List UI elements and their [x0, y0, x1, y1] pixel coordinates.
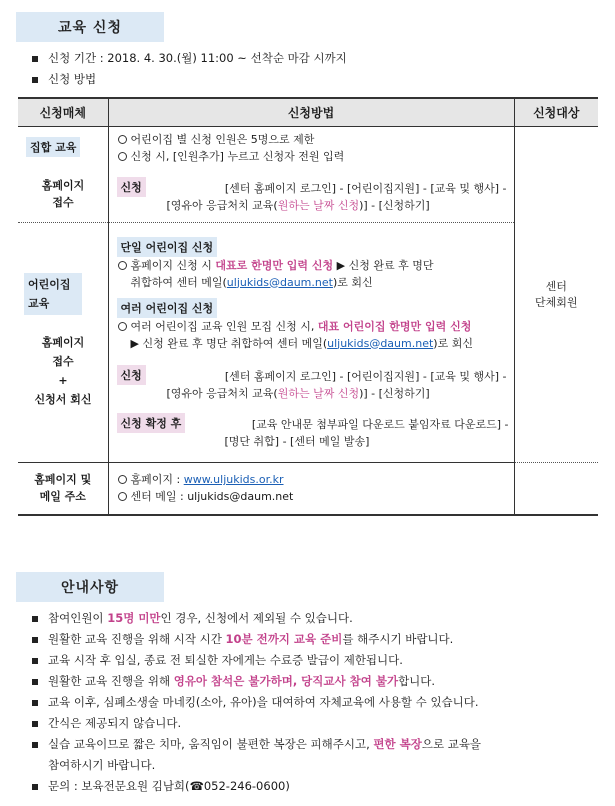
- media-cell: [18, 126, 108, 222]
- list-item: 신청 시, [인원추가] 누르고 신청자 전원 입력: [117, 148, 507, 165]
- notice-list: [30, 608, 605, 797]
- method-cell: [108, 462, 514, 515]
- target-cell: [514, 462, 598, 515]
- apply-path-text: [센터 홈페이지 로그인] - [어린이집지원] - [교육 및 행사] - [영유아 응급처치 교육(원하는 날짜 신청)] - [신청하기]: [166, 369, 507, 400]
- table-row: [18, 126, 598, 222]
- apply-tag: 신청: [117, 177, 146, 197]
- section-title-application: 교육 신청: [16, 12, 164, 42]
- media-cell: [18, 222, 108, 462]
- list-item: 교육 시작 후 입실, 종료 전 퇴실한 자에게는 수료증 발급이 제한됩니다.: [30, 650, 605, 671]
- confirm-path-text: [교육 안내문 첨부파일 다운로드 붙임자료 다운로드] - [명단 취합] - [센터 메일 발송]: [224, 417, 509, 448]
- media-homepage-reply-text: 홈페이지 접수 + 신청서 회신: [34, 335, 92, 406]
- header-target: 신청대상: [514, 98, 598, 126]
- mail-item: 센터 메일 : uljukids@daum.net: [117, 488, 514, 505]
- media-homepage-text: 홈페이지 접수: [41, 178, 85, 209]
- list-item: 신청 방법: [30, 69, 347, 90]
- table-row: [18, 462, 598, 515]
- daycare-education-tag: 어린이집 교육: [24, 273, 82, 315]
- list-item: 어린이집 별 신청 인원은 5명으로 제한: [117, 131, 507, 148]
- list-item: 문의 : 보육전문요원 김남희(☎052-246-0600): [30, 776, 605, 797]
- single-daycare-title: 단일 어린이집 신청: [117, 237, 218, 257]
- phone-icon: ☎: [189, 779, 204, 793]
- list-item: 신청 기간 : 2018. 4. 30.(월) 11:00 ~ 선착순 마감 시까지: [30, 48, 347, 69]
- list-item: 원활한 교육 진행을 위해 영유아 참석은 불가하며, 당직교사 참여 불가합니다.: [30, 671, 605, 692]
- header-method: 신청방법: [108, 98, 514, 126]
- homepage-item: 홈페이지 : www.uljukids.or.kr: [117, 471, 514, 488]
- homepage-link[interactable]: www.uljukids.or.kr: [183, 473, 284, 487]
- group-education-tag: 집합 교육: [26, 137, 80, 157]
- list-item: 간식은 제공되지 않습니다.: [30, 713, 605, 734]
- media-cell: 홈페이지 및 메일 주소: [18, 462, 108, 515]
- apply-path-text: [센터 홈페이지 로그인] - [어린이집지원] - [교육 및 행사] - [영유아 응급처치 교육(원하는 날짜 신청)] - [신청하기]: [166, 181, 507, 212]
- method-cell: [108, 222, 514, 462]
- email-link[interactable]: uljukids@daum.net: [226, 275, 333, 289]
- single-daycare-text: 홈페이지 신청 시 대표로 한명만 입력 신청 ▶ 신청 완료 후 명단 취합하여 센터 메일(uljukids@daum.net)로 회신: [117, 257, 509, 291]
- method-cell: [108, 126, 514, 222]
- multi-daycare-title: 여러 어린이집 신청: [117, 298, 218, 318]
- email-link[interactable]: uljukids@daum.net: [327, 336, 434, 350]
- list-item: 실습 교육이므로 짧은 치마, 움직임이 불편한 복장은 피해주시고, 편한 복장으로 교육을 참여하시기 바랍니다.: [30, 734, 605, 776]
- application-info-list: [30, 48, 347, 90]
- section-title-notice: 안내사항: [16, 572, 164, 602]
- apply-tag: 신청: [117, 365, 146, 385]
- header-media: 신청매체: [18, 98, 108, 126]
- table-row: [18, 222, 598, 462]
- target-cell: 센터 단체회원: [514, 126, 598, 462]
- list-item: 교육 이후, 심폐소생술 마네킹(소아, 유아)을 대여하여 자체교육에 사용할 수 있습니다.: [30, 692, 605, 713]
- multi-daycare-text: 여러 어린이집 교육 인원 모집 신청 시, 대표 어린이집 한명만 입력 신청 ▶ 신청 완료 후 명단 취합하여 센터 메일(uljukids@daum.net)로 회신: [117, 318, 512, 352]
- application-method-table: [18, 97, 598, 516]
- list-item: 참여인원이 15명 미만인 경우, 신청에서 제외될 수 있습니다.: [30, 608, 605, 629]
- list-item: 원활한 교육 진행을 위해 시작 시간 10분 전까지 교육 준비를 해주시기 바랍니다.: [30, 629, 605, 650]
- confirm-tag: 신청 확정 후: [117, 413, 186, 433]
